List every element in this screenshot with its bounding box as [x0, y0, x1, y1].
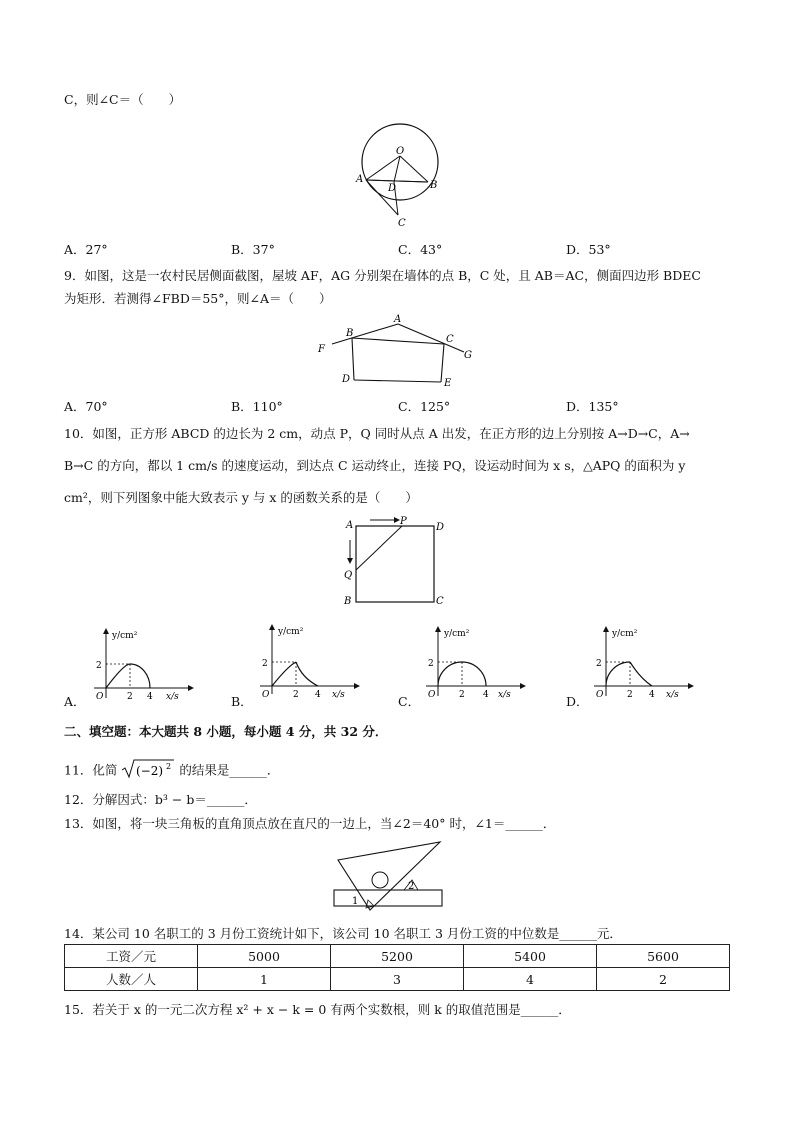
q10-graph-c-origin: O	[428, 690, 436, 700]
q9-line1: 9．如图，这是一农村民居侧面截图，屋坡 AF，AG 分别架在墙体的点 B，C 处，且 AB＝AC，侧面四边形 BDEC	[64, 268, 701, 283]
q10-graph-b-x4: 4	[315, 690, 321, 700]
q15: 15．若关于 x 的一元二次方程 x² + x − k = 0 有两个实数根，则 k 的取值范围是______．	[64, 1002, 571, 1017]
q8-option-c: C．43°	[398, 242, 443, 257]
q10-label-d: D	[436, 522, 445, 533]
q8-label-a: A	[356, 174, 364, 185]
q11-radicand: (−2)	[136, 764, 164, 778]
table-row	[65, 945, 730, 968]
q10-graph-c	[418, 624, 528, 704]
q10-graph-d-xlabel: x/s	[666, 690, 679, 700]
q10-line2: B→C 的方向，都以 1 cm/s 的速度运动，到达点 C 运动终止，连接 PQ，设运动时间为 x s，△APQ 的面积为 y	[64, 458, 686, 473]
q13-ruler-triangle-figure	[330, 836, 450, 916]
q10-graph-c-x2: 2	[459, 690, 465, 700]
q10-option-d: D．	[566, 694, 589, 709]
q10-graph-a-x2: 2	[127, 692, 133, 702]
q11-suffix: 的结果是______．	[179, 762, 280, 778]
q10-graph-b	[252, 622, 362, 702]
q10-graph-b-ylabel: y/cm²	[278, 627, 304, 637]
q9-label-d: D	[342, 374, 351, 385]
q13: 13．如图，将一块三角板的直角顶点放在直尺的一边上，当∠2＝40° 时，∠1＝______．	[64, 816, 556, 831]
q10-graph-b-x2: 2	[293, 690, 299, 700]
q10-graph-d-y2: 2	[596, 659, 602, 669]
q9-label-g: G	[464, 350, 472, 361]
q10-option-c: C．	[398, 694, 421, 709]
q8-option-a: A．27°	[64, 242, 108, 257]
table-cell: 5400	[464, 945, 597, 968]
q8-option-d: D．53°	[566, 242, 611, 257]
table-cell: 5000	[198, 945, 331, 968]
sqrt-expression	[121, 758, 175, 784]
q10-graph-a-y2: 2	[96, 661, 102, 671]
q9-label-e: E	[444, 378, 452, 389]
q8-option-b: B．37°	[231, 242, 275, 257]
salary-table	[64, 944, 730, 991]
q8-label-d: D	[388, 183, 397, 194]
q10-label-p: P	[400, 516, 407, 527]
q10-graph-d-origin: O	[596, 690, 604, 700]
q10-option-a: A．	[64, 694, 86, 709]
q10-graph-b-xlabel: x/s	[332, 690, 345, 700]
q9-option-c: C．125°	[398, 399, 451, 414]
q10-graph-d-ylabel: y/cm²	[612, 629, 638, 639]
q10-line1: 10．如图，正方形 ABCD 的边长为 2 cm，动点 P，Q 同时从点 A 出发，在正方形的边上分别按 A→D→C，A→	[64, 426, 690, 441]
table-cell: 1	[198, 968, 331, 991]
q10-graph-a-ylabel: y/cm²	[112, 631, 138, 641]
q9-option-d: D．135°	[566, 399, 619, 414]
q10-line3: cm²，则下列图象中能大致表示 y 与 x 的函数关系的是（ ）	[64, 490, 418, 505]
q10-graph-d-x4: 4	[649, 690, 655, 700]
table-row-header-salary: 工资／元	[65, 945, 198, 968]
q9-label-a: A	[394, 314, 402, 325]
q10-graph-c-ylabel: y/cm²	[444, 629, 470, 639]
q8-label-b: B	[430, 180, 438, 191]
q10-label-b: B	[344, 596, 352, 607]
q10-graph-a	[86, 626, 196, 706]
q9-option-a: A．70°	[64, 399, 108, 414]
q10-graph-c-y2: 2	[428, 659, 434, 669]
q11-exponent: 2	[166, 762, 172, 771]
q13-angle-1-label: 1	[352, 896, 359, 907]
q9-line2: 为矩形．若测得∠FBD＝55°，则∠A＝（ ）	[64, 291, 332, 306]
q10-graph-a-xlabel: x/s	[166, 692, 179, 702]
q9-label-c: C	[446, 334, 454, 345]
q10-graph-d	[586, 624, 696, 704]
q10-label-q: Q	[344, 570, 353, 581]
q10-graph-b-origin: O	[262, 690, 270, 700]
q10-label-a: A	[346, 520, 354, 531]
q9-label-b: B	[346, 328, 354, 339]
q8-label-o: O	[396, 146, 405, 157]
table-cell: 3	[331, 968, 464, 991]
q12: 12．分解因式：b³ − b＝______．	[64, 792, 257, 807]
q9-option-b: B．110°	[231, 399, 283, 414]
q10-graph-b-y2: 2	[262, 659, 268, 669]
q10-graph-c-x4: 4	[483, 690, 489, 700]
q10-label-c: C	[436, 596, 444, 607]
q10-graph-c-xlabel: x/s	[498, 690, 511, 700]
q9-label-f: F	[318, 344, 325, 355]
q8-label-c: C	[398, 218, 406, 229]
q10-graph-d-x2: 2	[627, 690, 633, 700]
q9-house-figure	[314, 312, 484, 392]
q13-angle-2-label: 2	[408, 881, 415, 892]
table-cell: 5600	[597, 945, 730, 968]
table-row	[65, 968, 730, 991]
q11	[64, 758, 279, 784]
section-title-fill-in: 二、填空题：本大题共 8 小题，每小题 4 分，共 32 分．	[64, 724, 388, 739]
table-row-header-count: 人数／人	[65, 968, 198, 991]
q10-graph-a-origin: O	[96, 692, 104, 702]
table-cell: 5200	[331, 945, 464, 968]
table-cell: 2	[597, 968, 730, 991]
q14: 14．某公司 10 名职工的 3 月份工资统计如下，该公司 10 名职工 3 月份工资的中位数是______元．	[64, 926, 622, 941]
q10-graph-a-x4: 4	[147, 692, 153, 702]
q8-circle-figure	[350, 120, 450, 230]
table-cell: 4	[464, 968, 597, 991]
q8-stem: C，则∠C＝（ ）	[64, 92, 182, 107]
q10-option-b: B．	[231, 694, 253, 709]
q10-square-figure	[336, 516, 456, 612]
q11-prefix: 11．化简	[64, 762, 118, 778]
